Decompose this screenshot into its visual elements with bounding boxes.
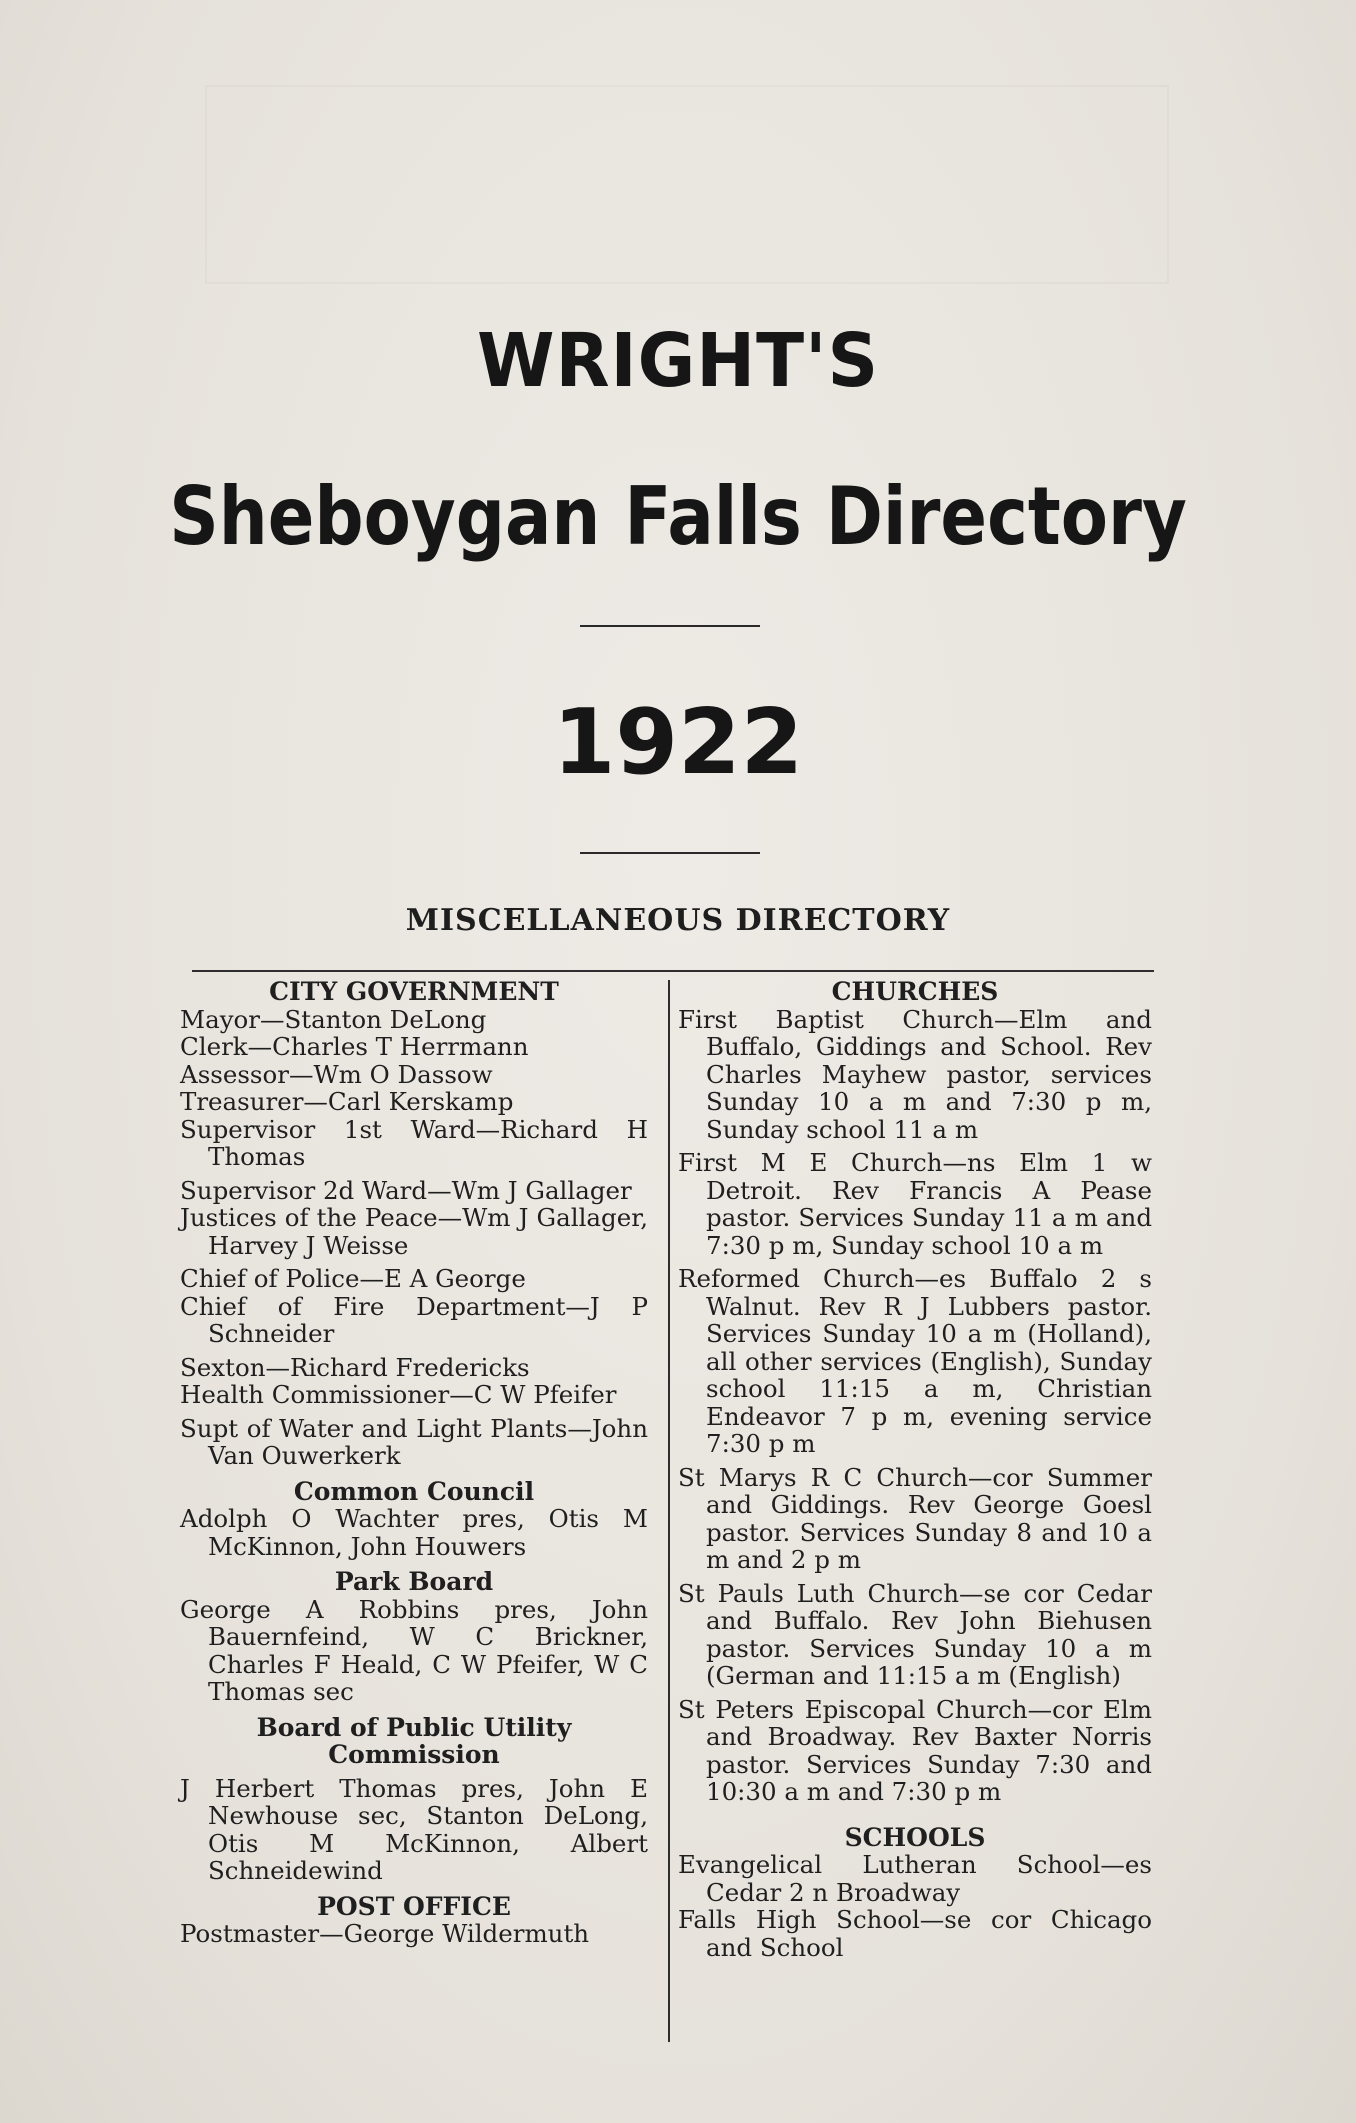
section-rule <box>192 970 1154 972</box>
column-divider <box>668 980 670 2042</box>
gov-entry-justices: Justices of the Peace—Wm J Gallager, Harvey J Weisse <box>180 1203 648 1260</box>
gov-entry-sexton: Sexton—Richard Fredericks <box>180 1352 530 1382</box>
gov-entry-clerk: Clerk—Charles T Herrmann <box>180 1032 529 1061</box>
left-column <box>180 978 648 1948</box>
bleed-through-ad-box <box>205 85 1169 284</box>
church-entry-st-marys: St Marys R C Church—cor Summer and Giddings. Rev George Goesl pastor. Services Sunday 8 and 10 a m and 2 p m <box>678 1462 1152 1574</box>
park-board-members: George A Robbins pres, John Bauernfeind, W C Brickner, Charles F Heald, C W Pfeifer, W C Thomas sec <box>180 1594 648 1706</box>
right-column <box>678 978 1152 1961</box>
common-council-heading: Common Council <box>293 1476 535 1506</box>
city-government-heading: CITY GOVERNMENT <box>269 977 559 1006</box>
utility-board-members: J Herbert Thomas pres, John E Newhouse sec, Stanton DeLong, Otis M McKinnon, Albert Schneidewind <box>180 1773 648 1885</box>
gov-entry-supervisor-1st: Supervisor 1st Ward—Richard H Thomas <box>180 1114 648 1171</box>
church-entry-first-baptist: First Baptist Church—Elm and Buffalo, Giddings and School. Rev Charles Mayhew pastor, services Sunday 10 a m and 7:30 p m, Sunday school 11 a m <box>678 1004 1152 1144</box>
gov-entry-assessor: Assessor—Wm O Dassow <box>180 1059 493 1089</box>
year: 1922 <box>552 690 804 795</box>
post-office-postmaster: Postmaster—George Wildermuth <box>180 1919 590 1948</box>
gov-entry-water-light: Supt of Water and Light Plants—John Van Ouwerkerk <box>180 1413 648 1470</box>
gov-entry-police: Chief of Police—E A George <box>180 1264 526 1293</box>
section-title: MISCELLANEOUS DIRECTORY <box>405 903 951 938</box>
gov-entry-fire: Chief of Fire Department—J P Schneider <box>180 1291 648 1348</box>
church-entry-st-peters: St Peters Episcopal Church—cor Elm and Broadway. Rev Baxter Norris pastor. Services Sunday 7:30 and 10:30 a m and 7:30 p m <box>678 1694 1152 1806</box>
title-rule-bottom <box>580 852 760 854</box>
park-board-heading: Park Board <box>334 1567 494 1596</box>
church-entry-reformed: Reformed Church—es Buffalo 2 s Walnut. Rev R J Lubbers pastor. Services Sunday 10 a m (Holland), all other services (English), Sunday school 11:15 a m, Christian Endeavor 7 p m, evening service 7:30 p m <box>678 1264 1152 1458</box>
title-wrights: WRIGHT'S <box>476 318 880 404</box>
post-office-heading: POST OFFICE <box>317 1891 511 1921</box>
common-council-members: Adolph O Wachter pres, Otis M McKinnon, John Houwers <box>180 1504 648 1561</box>
gov-entry-health: Health Commissioner—C W Pfeifer <box>180 1380 617 1409</box>
schools-heading: SCHOOLS <box>844 1822 986 1852</box>
gov-entry-treasurer: Treasurer—Carl Kerskamp <box>180 1087 514 1116</box>
title-directory-name: Sheboygan Falls Directory <box>169 470 1187 563</box>
school-entry-evangelical: Evangelical Lutheran School—es Cedar 2 n Broadway <box>678 1850 1152 1907</box>
church-entry-st-pauls: St Pauls Luth Church—se cor Cedar and Buffalo. Rev John Biehusen pastor. Services Sunday 10 a m (German and 11:15 a m (English) <box>678 1578 1152 1690</box>
utility-board-heading: Board of Public Utility Commission <box>256 1712 572 1769</box>
church-entry-first-me: First M E Church—ns Elm 1 w Detroit. Rev Francis A Pease pastor. Services Sunday 11 a m and 7:30 p m, Sunday school 10 a m <box>678 1148 1152 1260</box>
school-entry-falls-high: Falls High School—se cor Chicago and School <box>678 1905 1152 1962</box>
gov-entry-mayor: Mayor—Stanton DeLong <box>180 1004 487 1034</box>
title-rule-top <box>580 625 760 627</box>
gov-entry-supervisor-2d: Supervisor 2d Ward—Wm J Gallager <box>180 1175 632 1205</box>
churches-heading: CHURCHES <box>831 977 999 1006</box>
